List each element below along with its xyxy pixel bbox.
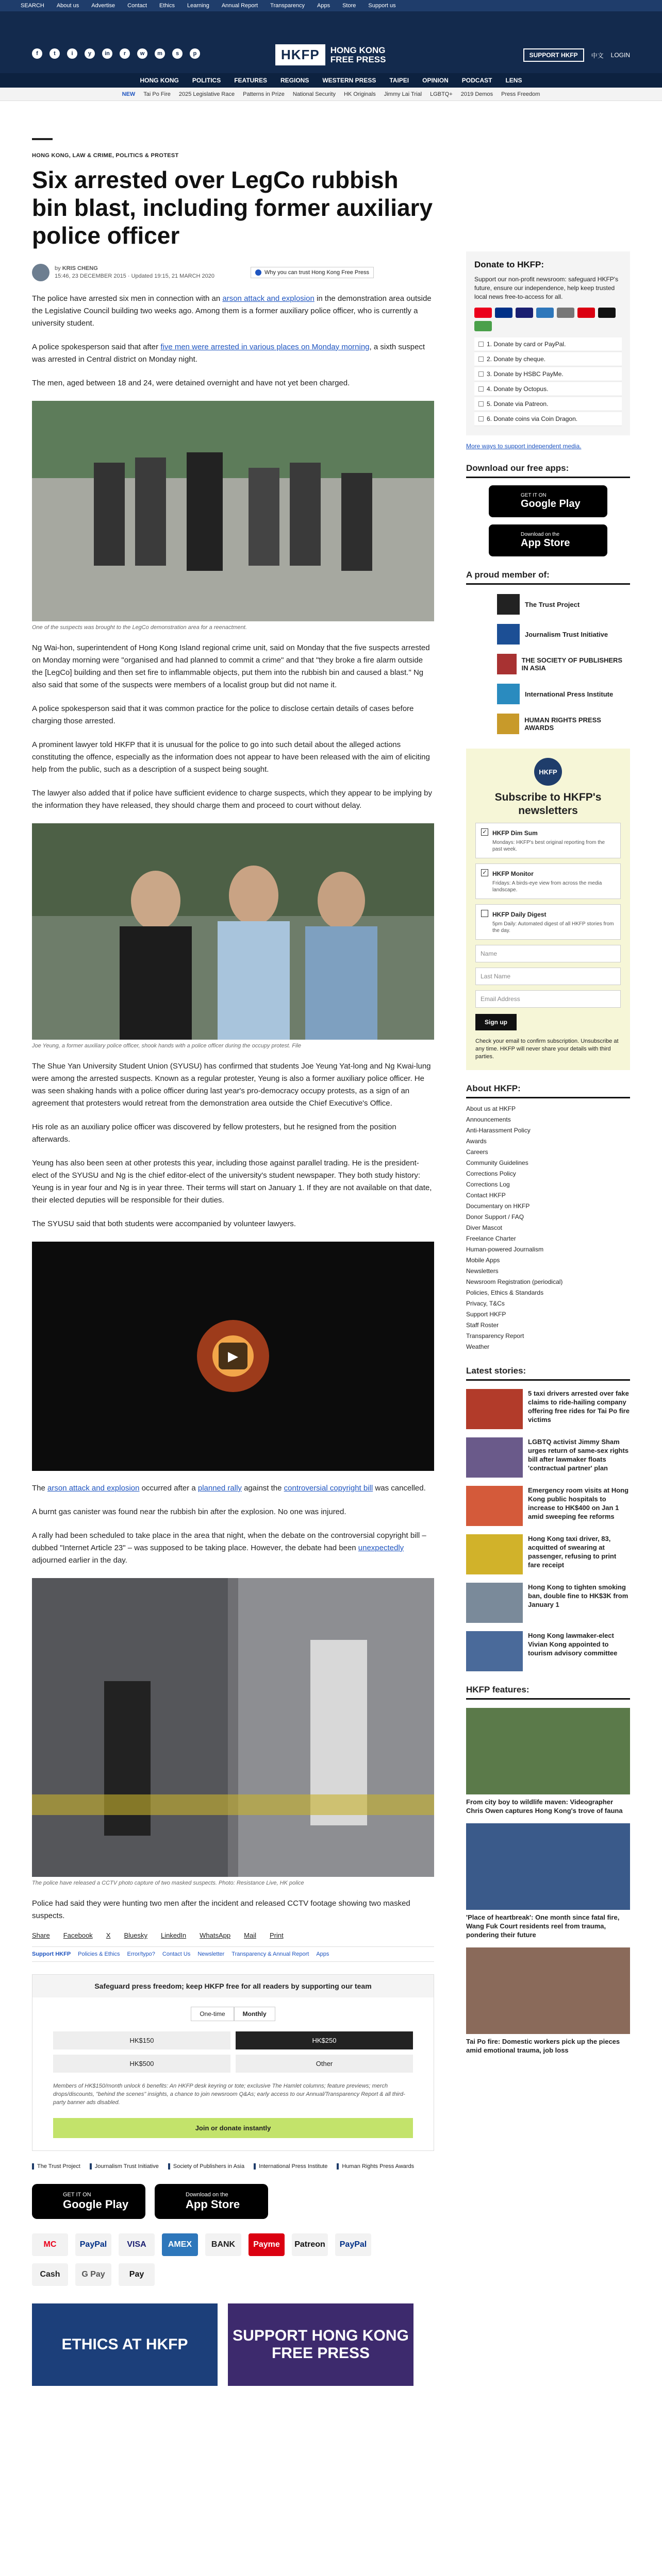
about-link[interactable]: Careers xyxy=(466,1148,488,1156)
newsletter-option[interactable]: ✓ HKFP Monitor Fridays: A birds-eye view from across the media landscape. xyxy=(475,863,621,899)
latest-story[interactable]: 5 taxi drivers arrested over fake claims to ride-hailing company offering free rides for Tai Po fire victims xyxy=(466,1389,630,1429)
donate-headline: Safeguard press freedom; keep HKFP free for all readers by supporting our team xyxy=(32,1975,434,1997)
topbar-link[interactable]: Transparency xyxy=(270,3,305,9)
amount-option[interactable]: Other xyxy=(236,2055,413,2073)
photo-image xyxy=(32,1578,434,1877)
share-label: Share xyxy=(32,1931,50,1939)
trending-link[interactable]: Patterns in Prize xyxy=(243,91,285,97)
latest-story[interactable]: LGBTQ activist Jimmy Sham urges return of same-sex rights bill after lawmaker floats 'contractual partner' plan xyxy=(466,1437,630,1478)
cash-icon: Cash xyxy=(32,2263,68,2286)
article xyxy=(32,138,434,2386)
share-bluesky[interactable]: Bluesky xyxy=(124,1931,147,1939)
sopa-icon xyxy=(497,654,517,674)
hkfp-logo-icon: HKFP xyxy=(534,758,562,786)
about-link[interactable]: Community Guidelines xyxy=(466,1159,528,1166)
donate-option[interactable]: 2. Donate by cheque. xyxy=(474,352,622,366)
story-thumbnail xyxy=(466,1389,523,1429)
app-store-button[interactable]: Download on the App Store xyxy=(489,524,607,556)
visa-icon xyxy=(516,308,533,318)
feature-story[interactable]: From city boy to wildlife maven: Videographer Chris Owen captures Hong Kong's trove of fauna xyxy=(466,1708,630,1815)
about-link[interactable]: Support HKFP xyxy=(466,1311,506,1318)
photo-caption: One of the suspects was brought to the LegCo demonstration area for a reenactment. xyxy=(32,624,247,631)
jti-icon xyxy=(497,624,520,645)
site-logo[interactable] xyxy=(275,44,386,65)
app-store-row xyxy=(32,2184,434,2219)
checkbox-icon xyxy=(478,357,484,362)
latest-story[interactable]: Emergency room visits at Hong Kong public hospitals to increase to HK$400 on Jan 1 amid sweeping fee reforms xyxy=(466,1486,630,1526)
checkbox-icon xyxy=(478,386,484,392)
about-link[interactable]: Mobile Apps xyxy=(466,1257,500,1264)
payment-icons xyxy=(474,308,622,331)
byline xyxy=(32,264,434,281)
paragraph: A prominent lawyer told HKFP that it is unusual for the police to go into such detail about the alleged actions constituting the offence, especially as the information does not appear to have been released with the aim of eliciting help from the public, such as a description of a suspect being sought. xyxy=(32,740,430,774)
photo-image xyxy=(32,823,434,1040)
story-thumbnail xyxy=(466,1486,523,1526)
photo-image xyxy=(32,401,434,621)
story-thumbnail xyxy=(466,1437,523,1478)
instagram-icon[interactable]: i xyxy=(67,48,77,59)
apple-pay-icon: Pay xyxy=(119,2263,155,2286)
visa-icon: VISA xyxy=(119,2233,155,2256)
sign-up-button[interactable]: Sign up xyxy=(475,1014,517,1030)
feature-image xyxy=(466,1947,630,2034)
newsletter-note: Check your email to confirm subscription. Unsubscribe at any time. HKFP will never share your details with third parties. xyxy=(475,1038,619,1060)
features-title: HKFP features: xyxy=(466,1685,630,1700)
about-link[interactable]: Corrections Log xyxy=(466,1181,510,1188)
nav-item[interactable]: OPINION xyxy=(422,77,449,84)
latest-story[interactable]: Hong Kong taxi driver, 83, acquitted of swearing at passenger, refusing to print fare receipt xyxy=(466,1534,630,1574)
article-link[interactable]: five men were arrested in various places on Monday morning xyxy=(160,343,370,351)
donate-option[interactable]: 4. Donate by Octopus. xyxy=(474,382,622,396)
whatsapp-icon[interactable]: w xyxy=(137,48,147,59)
trust-project-icon xyxy=(497,594,520,615)
apps-title: Download our free apps: xyxy=(466,463,630,478)
site-header xyxy=(0,11,662,73)
cash-icon xyxy=(474,321,492,331)
topbar-link[interactable]: SEARCH xyxy=(21,3,44,9)
donate-option[interactable]: 5. Donate via Patreon. xyxy=(474,397,622,411)
support-links xyxy=(32,1946,434,1962)
payme-icon xyxy=(577,308,595,318)
bank-icon: BANK xyxy=(205,2233,241,2256)
amount-option[interactable]: HK$150 xyxy=(53,2031,230,2049)
about-link[interactable]: Diver Mascot xyxy=(466,1224,503,1231)
topbar-link[interactable]: Support us xyxy=(368,3,396,9)
article-link[interactable]: arson attack and explosion xyxy=(47,1484,140,1493)
latest-story[interactable]: Hong Kong to tighten smoking ban, double fine to HK$3K from January 1 xyxy=(466,1583,630,1623)
checkbox-icon xyxy=(478,371,484,377)
author-avatar xyxy=(32,264,49,281)
patreon-icon: Patreon xyxy=(292,2233,328,2256)
join-donate-button[interactable]: Join or donate instantly xyxy=(53,2118,413,2138)
paypal-icon: PayPal xyxy=(335,2233,371,2256)
member-badge[interactable]: Human Rights Press Awards xyxy=(337,2163,414,2170)
trending-link[interactable]: LGBTQ+ xyxy=(430,91,453,97)
article-link[interactable]: planned rally xyxy=(197,1484,242,1493)
amex-icon: AMEX xyxy=(162,2233,198,2256)
member-org[interactable]: International Press Institute xyxy=(466,684,630,704)
about-link[interactable]: Announcements xyxy=(466,1116,511,1123)
trending-link[interactable]: Jimmy Lai Trial xyxy=(384,91,422,97)
paragraph: The SYUSU said that both students were accompanied by volunteer lawyers. xyxy=(32,1219,296,1228)
paragraph: The police have arrested six men in connection with an arson attack and explosion in the demonstration area outside the Legislative Council building two weeks ago. Among them is a former auxiliary police officer, who is currently a university student. xyxy=(32,294,432,328)
about-section xyxy=(466,1083,630,1352)
paragraph: The men, aged between 18 and 24, were detained overnight and have not yet been charged. xyxy=(32,379,350,387)
amount-grid xyxy=(32,2021,434,2078)
google-pay-icon: G Pay xyxy=(75,2263,111,2286)
podcast-icon[interactable]: p xyxy=(190,48,200,59)
feature-image xyxy=(466,1823,630,1910)
paragraph: The arson attack and explosion occurred after a planned rally against the controversial copyright bill was cancelled. xyxy=(32,1484,426,1493)
main-nav xyxy=(0,73,662,88)
amount-option[interactable]: HK$500 xyxy=(53,2055,230,2073)
nav-item[interactable]: POLITICS xyxy=(192,77,221,84)
play-icon[interactable]: ▶ xyxy=(219,1343,247,1369)
last-name-field[interactable]: Last Name xyxy=(475,968,621,985)
photo-caption: Joe Yeung, a former auxiliary police officer, shook hands with a police officer during the occupy protest. File xyxy=(32,1043,301,1049)
monthly-tab[interactable]: Monthly xyxy=(234,2007,275,2021)
email-field[interactable]: Email Address xyxy=(475,990,621,1008)
checkbox-icon xyxy=(478,416,484,421)
paragraph: Police had said they were hunting two men after the incident and released CCTV footage showing two masked suspects. xyxy=(32,1899,410,1920)
about-link[interactable]: Donor Support / FAQ xyxy=(466,1213,524,1221)
category-rule xyxy=(32,138,53,140)
article-title: Six arrested over LegCo rubbish bin blast, including former auxiliary police officer xyxy=(32,166,433,249)
logo-wordmark xyxy=(330,46,386,64)
story-thumbnail xyxy=(466,1631,523,1671)
donate-title: Donate to HKFP: xyxy=(474,260,544,269)
checkbox-icon xyxy=(478,401,484,406)
paragraph: His role as an auxiliary police officer was discovered by fellow protesters, but he resigned from the position afterwards. xyxy=(32,1123,396,1144)
apps-section xyxy=(466,463,630,556)
topbar-link[interactable]: About us xyxy=(56,3,79,9)
byline-text: by KRIS CHENG 15:46, 23 DECEMBER 2015 · Updated 19:15, 21 MARCH 2020 xyxy=(55,265,215,279)
about-link[interactable]: Privacy, T&Cs xyxy=(466,1300,505,1307)
header-actions xyxy=(523,48,630,62)
about-link[interactable]: Documentary on HKFP xyxy=(466,1202,530,1210)
about-link[interactable]: Newsletters xyxy=(466,1267,499,1275)
feature-story[interactable]: 'Place of heartbreak': One month since fatal fire, Wang Fuk Court residents reel from trauma, pondering their future xyxy=(466,1823,630,1939)
about-link[interactable]: Transparency Report xyxy=(466,1332,524,1340)
author-name[interactable]: KRIS CHENG xyxy=(62,265,98,272)
first-name-field[interactable]: Name xyxy=(475,945,621,962)
paragraph: Yeung has also been seen at other protests this year, including those against parallel trading. He is the president-elect of the SYUSU and Ng is the chief editor-elect of the university's student newspaper. They both study history: Yeung is in year four and Ng is in year three. Their terms will start on January 1. If they are not available on that date, their elected deputies will be responsible for their duties. xyxy=(32,1159,432,1205)
about-title: About HKFP: xyxy=(466,1083,630,1098)
newsletter-title: Subscribe to HKFP's newsletters xyxy=(494,791,602,817)
mastercard-icon: MC xyxy=(32,2233,68,2256)
topbar-link[interactable]: Learning xyxy=(187,3,209,9)
checkbox-checked-icon[interactable]: ✓ xyxy=(481,869,488,876)
about-link[interactable]: Policies, Ethics & Standards xyxy=(466,1289,544,1296)
logo-mark: HKFP xyxy=(275,44,325,65)
photo-caption: The police have released a CCTV photo capture of two masked suspects. Photo: Resistance Live, HK police xyxy=(32,1880,304,1886)
support-link[interactable]: Error/typo? xyxy=(127,1951,155,1957)
about-link[interactable]: Human-powered Journalism xyxy=(466,1246,544,1253)
donate-option[interactable]: 6. Donate coins via Coin Dragon. xyxy=(474,412,622,426)
google-play-button[interactable]: GET IT ON Google Play xyxy=(32,2184,145,2219)
members-section xyxy=(466,570,630,734)
share-print[interactable]: Print xyxy=(269,1931,284,1939)
member-org[interactable]: HUMAN RIGHTS PRESS AWARDS xyxy=(466,714,630,734)
top-utility-bar xyxy=(0,0,662,11)
google-play-button[interactable]: GET IT ON Google Play xyxy=(489,485,607,517)
amex-icon xyxy=(536,308,554,318)
trending-link[interactable]: Tai Po Fire xyxy=(143,91,171,97)
latest-story[interactable]: Hong Kong lawmaker-elect Vivian Kong appointed to tourism advisory committee xyxy=(466,1631,630,1671)
nav-item[interactable]: LENS xyxy=(505,77,522,84)
member-badges-row xyxy=(32,2163,434,2170)
paragraph: The Shue Yan University Student Union (SYUSU) has confirmed that students Joe Yeung Yat-long and Ng Kwai-lung were among the arrested suspects. Known as a regular protester, Yeung is also a former auxiliary police officer. He was seen shaking hands with a police officer during last year's pro-democracy occupy protests, as a sign of an agreement that protesters would retreat from the demonstration area outside the Chief Executive's Office. xyxy=(32,1062,431,1108)
paragraph: A burnt gas canister was found near the rubbish bin after the explosion. No one was injured. xyxy=(32,1507,346,1516)
share-facebook[interactable]: Facebook xyxy=(63,1931,93,1939)
paragraph: The lawyer also added that if police have sufficient evidence to charge suspects, which they appear to be implying by the information they have released, they should charge them and proceed to court without delay. xyxy=(32,789,433,810)
linkedin-icon[interactable]: in xyxy=(102,48,112,59)
share-whatsapp[interactable]: WhatsApp xyxy=(200,1931,231,1939)
bank-icon xyxy=(557,308,574,318)
ipi-icon xyxy=(497,684,520,704)
latest-title: Latest stories: xyxy=(466,1366,630,1381)
article-link[interactable]: arson attack and explosion xyxy=(222,294,315,303)
feature-image xyxy=(466,1708,630,1794)
paypal-icon: PayPal xyxy=(75,2233,111,2256)
donate-option[interactable]: 1. Donate by card or PayPal. xyxy=(474,337,622,351)
nav-item[interactable]: PODCAST xyxy=(461,77,492,84)
share-linkedin[interactable]: LinkedIn xyxy=(161,1931,187,1939)
logo-line: FREE PRESS xyxy=(330,54,386,64)
topbar-link[interactable]: Contact xyxy=(127,3,147,9)
share-bar xyxy=(32,1931,434,1939)
about-link[interactable]: Newsroom Registration (periodical) xyxy=(466,1278,563,1285)
checkbox-checked-icon[interactable]: ✓ xyxy=(481,828,488,836)
donate-box xyxy=(466,251,630,435)
amount-option[interactable]: HK$250 xyxy=(236,2031,413,2049)
trending-link[interactable]: 2019 Demos xyxy=(460,91,493,97)
trending-bar xyxy=(0,88,662,101)
sidebar xyxy=(466,251,630,2055)
donate-widget xyxy=(32,1974,434,2151)
mastodon-icon[interactable]: m xyxy=(155,48,165,59)
nav-item[interactable]: FEATURES xyxy=(234,77,267,84)
photo-cctv xyxy=(32,1578,434,1877)
about-link[interactable]: Awards xyxy=(466,1138,487,1145)
trending-link[interactable]: HK Originals xyxy=(343,91,376,97)
support-banner[interactable]: SUPPORT HONG KONG FREE PRESS xyxy=(228,2303,413,2386)
topbar-link[interactable]: Store xyxy=(342,3,356,9)
donate-intro: Support our non-profit newsroom: safeguard HKFP's future, ensure our independence, help keep trusted local news free-to-access for all. xyxy=(474,276,619,300)
support-link[interactable]: Newsletter xyxy=(197,1951,225,1957)
member-badge[interactable]: International Press Institute xyxy=(254,2163,327,2170)
trending-link[interactable]: Press Freedom xyxy=(501,91,540,97)
topbar-link[interactable]: Apps xyxy=(317,3,330,9)
donate-option[interactable]: 3. Donate by HSBC PayMe. xyxy=(474,367,622,381)
about-link[interactable]: Freelance Charter xyxy=(466,1235,516,1242)
newsletter-box xyxy=(466,749,630,1070)
topbar-link[interactable]: Annual Report xyxy=(221,3,258,9)
member-badge[interactable]: Society of Publishers in Asia xyxy=(168,2163,244,2170)
signal-icon[interactable]: s xyxy=(172,48,183,59)
about-link[interactable]: Corrections Policy xyxy=(466,1170,516,1177)
about-links xyxy=(466,1104,630,1352)
trending-link[interactable]: National Security xyxy=(292,91,336,97)
member-org[interactable]: The Trust Project xyxy=(466,594,630,615)
members-title: A proud member of: xyxy=(466,570,630,585)
photo-reenactment xyxy=(32,401,434,621)
paypal-icon xyxy=(495,308,512,318)
photo-handshake xyxy=(32,823,434,1040)
language-link[interactable]: 中文 xyxy=(591,52,604,59)
topbar-link[interactable]: Advertise xyxy=(91,3,115,9)
frequency-toggle xyxy=(32,2007,434,2021)
new-badge: NEW xyxy=(122,91,136,97)
support-link[interactable]: Contact Us xyxy=(162,1951,191,1957)
paragraph: A police spokesperson said that after five men were arrested in various places on Monday morning, a sixth suspect was arrested in Central district on Monday night. xyxy=(32,343,425,364)
nav-item[interactable]: HONG KONG xyxy=(140,77,179,84)
video-player[interactable] xyxy=(32,1242,434,1471)
paragraph: A rally had been scheduled to take place in the area that night, when the debate on the controversial copyright bill – dubbed "Internet Article 23" – was supposed to be taking place. However, the debate had been unexpectedly adjourned earlier in the day. xyxy=(32,1531,426,1565)
support-hkfp-button[interactable]: SUPPORT HKFP xyxy=(523,48,584,62)
trust-tip[interactable] xyxy=(251,267,374,278)
support-link[interactable]: Transparency & Annual Report xyxy=(231,1951,309,1957)
article-categories[interactable]: HONG KONG, LAW & CRIME, POLITICS & PROTEST xyxy=(32,152,179,159)
features-section xyxy=(466,1685,630,2055)
info-icon xyxy=(255,269,261,276)
trust-tip-label: Why you can trust Hong Kong Free Press xyxy=(264,269,369,276)
about-link[interactable]: Anti-Harassment Policy xyxy=(466,1127,531,1134)
paragraph: Ng Wai-hon, superintendent of Hong Kong Island regional crime unit, said on Monday that the five suspects arrested on Monday morning were "organised and had planned to commit a crime" and that "they broke a fire alarm outside the [LegCo] building and then set fire to inflammable objects, put them into the rubbish bin and caused a blast." Ng also said that some of the suspects were members of a localist group but did not name it. xyxy=(32,643,430,689)
member-org[interactable]: THE SOCIETY OF PUBLISHERS IN ASIA xyxy=(466,654,630,674)
one-time-tab[interactable]: One-time xyxy=(191,2007,234,2021)
support-link[interactable]: Support HKFP xyxy=(32,1951,71,1957)
more-ways-link[interactable]: More ways to support independent media. xyxy=(466,443,582,450)
hrpa-icon xyxy=(497,714,519,734)
nav-item[interactable]: WESTERN PRESS xyxy=(322,77,376,84)
support-link[interactable]: Policies & Ethics xyxy=(78,1951,120,1957)
article-link[interactable]: unexpectedly xyxy=(358,1544,404,1552)
donate-options xyxy=(474,337,622,426)
checkbox-icon[interactable] xyxy=(481,910,488,917)
logo-line: HONG KONG xyxy=(330,45,386,55)
rss-icon[interactable]: r xyxy=(120,48,130,59)
member-badge[interactable]: The Trust Project xyxy=(32,2163,80,2170)
article-link[interactable]: controversial copyright bill xyxy=(284,1484,373,1493)
article-dates: 15:46, 23 DECEMBER 2015 · Updated 19:15, 21 MARCH 2020 xyxy=(55,273,215,279)
mastercard-icon xyxy=(474,308,492,318)
about-link[interactable]: Weather xyxy=(466,1343,490,1350)
about-link[interactable]: About us at HKFP xyxy=(466,1105,516,1112)
about-link[interactable]: Staff Roster xyxy=(466,1321,499,1329)
nav-item[interactable]: TAIPEI xyxy=(389,77,409,84)
paragraph: A police spokesperson said that it was common practice for the police to disclose certain details of cases before charging those arrested. xyxy=(32,704,414,725)
payme-icon: Payme xyxy=(249,2233,285,2256)
app-store-button[interactable]: Download on the App Store xyxy=(155,2184,268,2219)
member-benefits: Members of HK$150/month unlock 6 benefits: An HKFP desk keyring or tote; exclusive The Hamlet columns; feature previews; merch drops/discounts, "behind the scenes" insights, a chance to join newsroom Q&As; early access to our Annual/Transparency Report & all third-party banner ads disabled. xyxy=(53,2083,405,2106)
trending-link[interactable]: 2025 Legislative Race xyxy=(178,91,235,97)
checkbox-icon xyxy=(478,342,484,347)
topbar-link[interactable]: Ethics xyxy=(159,3,175,9)
patreon-icon xyxy=(598,308,616,318)
login-link[interactable]: LOGIN xyxy=(610,52,630,59)
facebook-icon[interactable]: f xyxy=(32,48,42,59)
twitter-icon[interactable]: t xyxy=(49,48,60,59)
youtube-icon[interactable]: y xyxy=(85,48,95,59)
share-mail[interactable]: Mail xyxy=(244,1931,256,1939)
newsletter-option[interactable]: HKFP Daily Digest 5pm Daily: Automated digest of all HKFP stories from the day. xyxy=(475,904,621,940)
nav-item[interactable]: REGIONS xyxy=(280,77,309,84)
newsletter-option[interactable]: ✓ HKFP Dim Sum Mondays: HKFP's best original reporting from the past week. xyxy=(475,823,621,858)
payment-methods xyxy=(32,2233,393,2286)
latest-section xyxy=(466,1366,630,1671)
story-thumbnail xyxy=(466,1583,523,1623)
social-links xyxy=(32,48,200,59)
ethics-banner[interactable]: ETHICS AT HKFP xyxy=(32,2303,218,2386)
feature-story[interactable]: Tai Po fire: Domestic workers pick up the pieces amid emotional trauma, job loss xyxy=(466,1947,630,2055)
member-org[interactable]: Journalism Trust Initiative xyxy=(466,624,630,645)
story-thumbnail xyxy=(466,1534,523,1574)
member-badge[interactable]: Journalism Trust Initiative xyxy=(90,2163,159,2170)
share-x[interactable]: X xyxy=(106,1931,111,1939)
bottom-banners xyxy=(32,2303,434,2386)
about-link[interactable]: Contact HKFP xyxy=(466,1192,506,1199)
support-link[interactable]: Apps xyxy=(316,1951,329,1957)
